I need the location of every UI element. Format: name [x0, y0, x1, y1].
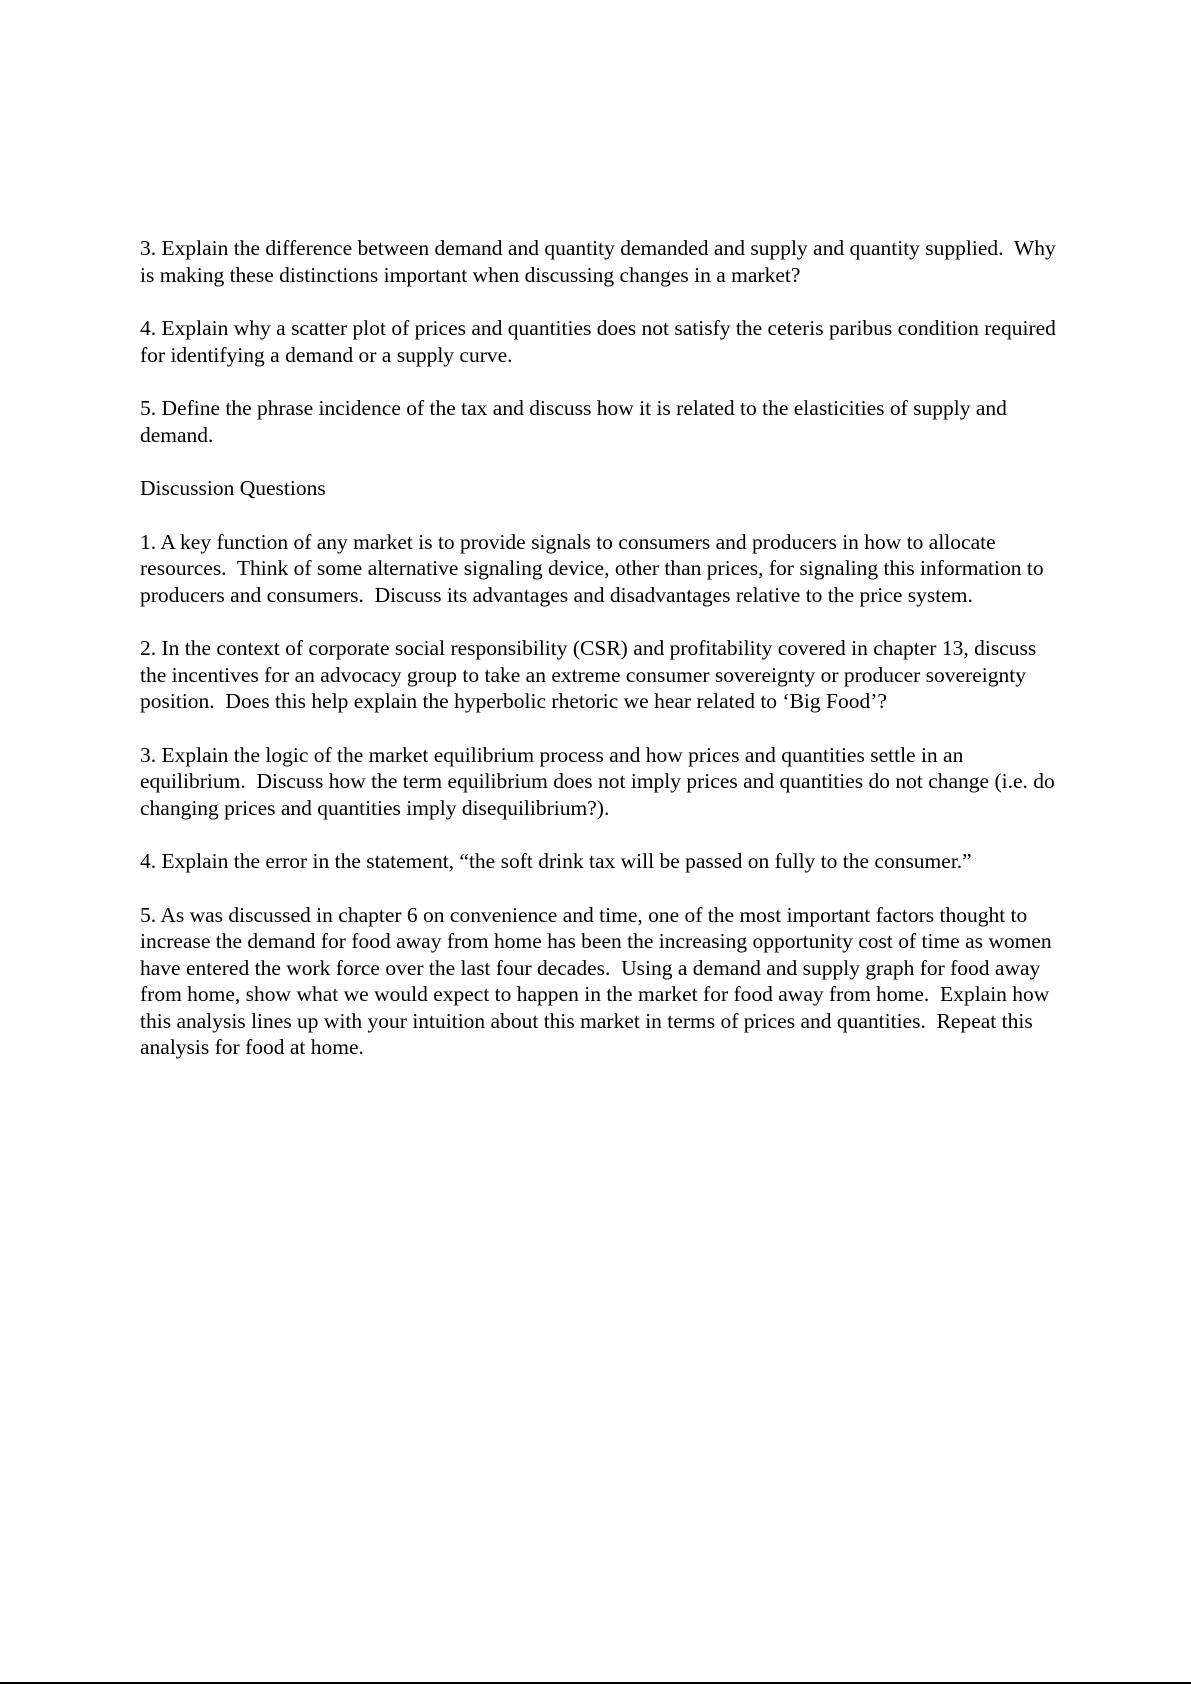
- discussion-heading: Discussion Questions: [140, 476, 326, 500]
- bottom-page-edge: [0, 1682, 1191, 1684]
- review-question-3: 3. Explain the difference between demand and quantity demanded and supply and quantity supplied. Why is making these distinctions important when discussing changes in a market?: [140, 236, 1062, 287]
- discussion-question-5: 5. As was discussed in chapter 6 on convenience and time, one of the most important factors thought to increase the demand for food away from home has been the increasing opportunity cost of time as women have entered the work force over the last four decades. Using a demand and supply graph for food away from home, show what we would expect to happen in the market for food away from home. Explain how this analysis lines up with your intuition about this market in terms of prices and quantities. Repeat this analysis for food at home.: [140, 902, 1058, 1059]
- document-body: [140, 235, 1060, 1088]
- discussion-question-3: 3. Explain the logic of the market equilibrium process and how prices and quantities settle in an equilibrium. Discuss how the term equilibrium does not imply prices and quantities do not change (i.e. do changing prices and quantities imply disequilibrium?).: [140, 742, 1061, 820]
- discussion-question-1: 1. A key function of any market is to provide signals to consumers and producers in how to allocate resources. Think of some alternative signaling device, other than prices, for signaling this information to producers and consumers. Discuss its advantages and disadvantages relative to the price system.: [140, 529, 1049, 607]
- discussion-question-2: 2. In the context of corporate social responsibility (CSR) and profitability covered in chapter 13, discuss the incentives for an advocacy group to take an extreme consumer sovereignty or producer sovereignty position. Does this help explain the hyperbolic rhetoric we hear related to ‘Big Food’?: [140, 636, 1042, 713]
- review-question-4: 4. Explain why a scatter plot of prices and quantities does not satisfy the ceteris paribus condition required for identifying a demand or a supply curve.: [140, 316, 1062, 367]
- discussion-question-4: 4. Explain the error in the statement, “the soft drink tax will be passed on fully to the consumer.”: [140, 849, 972, 873]
- review-question-5: 5. Define the phrase incidence of the tax and discuss how it is related to the elasticities of supply and demand.: [140, 396, 1013, 447]
